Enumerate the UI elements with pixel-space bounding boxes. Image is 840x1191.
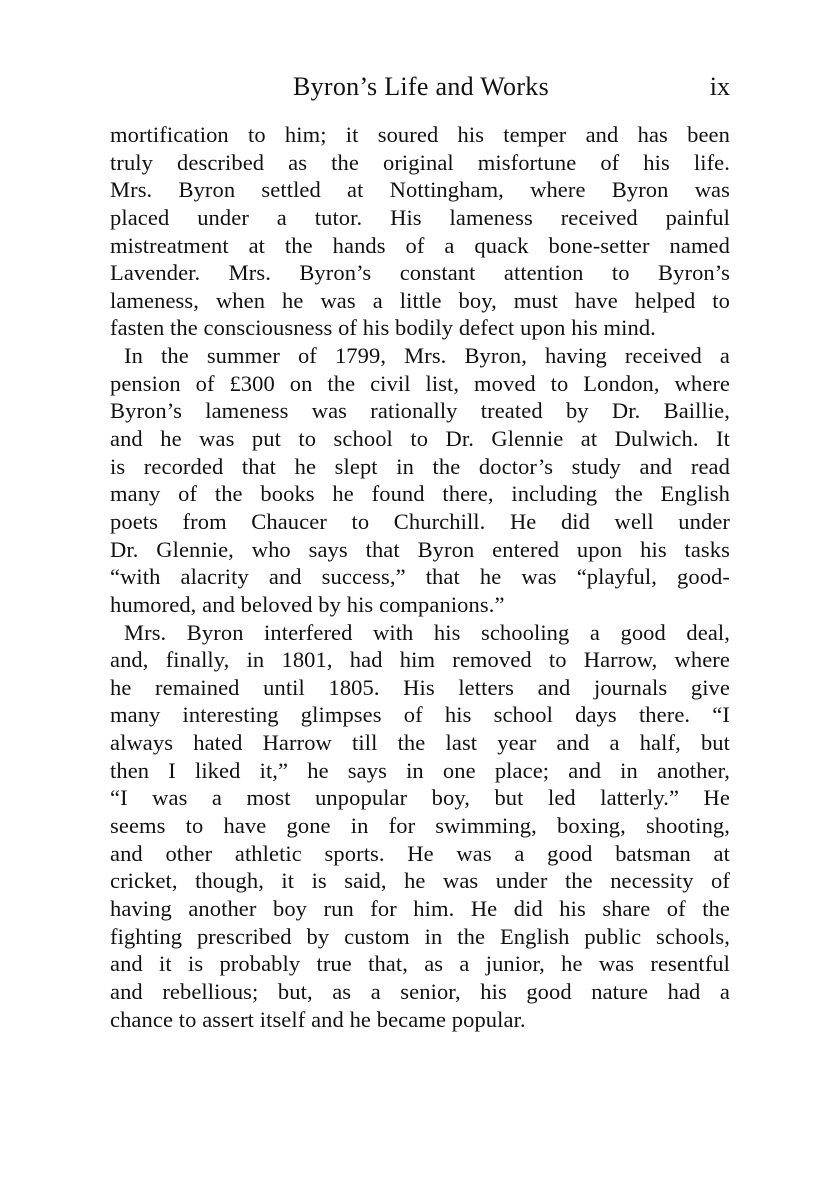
- text-line: having another boy run for him. He did his share of the: [110, 895, 730, 921]
- text-line: and, finally, in 1801, had him removed to Harrow, where: [110, 647, 730, 673]
- text-line: fighting prescribed by custom in the English public schools,: [110, 923, 730, 949]
- text-line: seems to have gone in for swimming, boxing, shooting,: [110, 813, 730, 839]
- text-line: many of the books he found there, including the English: [110, 481, 730, 507]
- text-line: “with alacrity and success,” that he was “playful, good-: [110, 564, 730, 590]
- text-line: then I liked it,” he says in one place; and in another,: [110, 757, 730, 783]
- page-number: ix: [709, 72, 730, 101]
- text-line: cricket, though, it is said, he was under the necessity of: [110, 868, 730, 894]
- running-head: [110, 72, 732, 108]
- running-title: Byron’s Life and Works: [292, 72, 550, 101]
- text-line: “I was a most unpopular boy, but led latterly.” He: [110, 785, 730, 811]
- text-line: mistreatment at the hands of a quack bone-setter named: [110, 232, 730, 258]
- text-line: and rebellious; but, as a senior, his good nature had a: [110, 978, 730, 1004]
- text-line: Lavender. Mrs. Byron’s constant attention to Byron’s: [110, 260, 730, 286]
- text-line: Mrs. Byron interfered with his schooling a good deal,: [124, 619, 730, 645]
- text-line: Byron’s lameness was rationally treated by Dr. Baillie,: [110, 398, 730, 424]
- text-line: placed under a tutor. His lameness received painful: [110, 204, 730, 230]
- text-line: poets from Chaucer to Churchill. He did well under: [110, 508, 730, 534]
- text-line: Mrs. Byron settled at Nottingham, where Byron was: [110, 177, 730, 203]
- body-text: [110, 121, 730, 1033]
- text-line: In the summer of 1799, Mrs. Byron, having received a: [124, 343, 730, 369]
- text-line: he remained until 1805. His letters and journals give: [110, 674, 730, 700]
- text-line: pension of £300 on the civil list, moved to London, where: [110, 370, 730, 396]
- text-line: and other athletic sports. He was a good batsman at: [110, 840, 730, 866]
- text-line: many interesting glimpses of his school days there. “I: [110, 702, 730, 728]
- text-line: always hated Harrow till the last year and a half, but: [110, 730, 730, 756]
- text-line: lameness, when he was a little boy, must have helped to: [110, 287, 730, 313]
- text-line: chance to assert itself and he became popular.: [110, 1006, 526, 1032]
- text-line: mortification to him; it soured his temper and has been: [110, 122, 730, 147]
- text-line: is recorded that he slept in the doctor’s study and read: [110, 453, 730, 479]
- text-line: and he was put to school to Dr. Glennie at Dulwich. It: [110, 426, 730, 452]
- text-line: and it is probably true that, as a junior, he was resentful: [110, 951, 730, 977]
- text-line: humored, and beloved by his companions.”: [110, 591, 505, 617]
- text-line: fasten the consciousness of his bodily defect upon his mind.: [110, 315, 656, 341]
- text-line: Dr. Glennie, who says that Byron entered upon his tasks: [110, 536, 730, 562]
- text-line: truly described as the original misfortune of his life.: [110, 149, 730, 175]
